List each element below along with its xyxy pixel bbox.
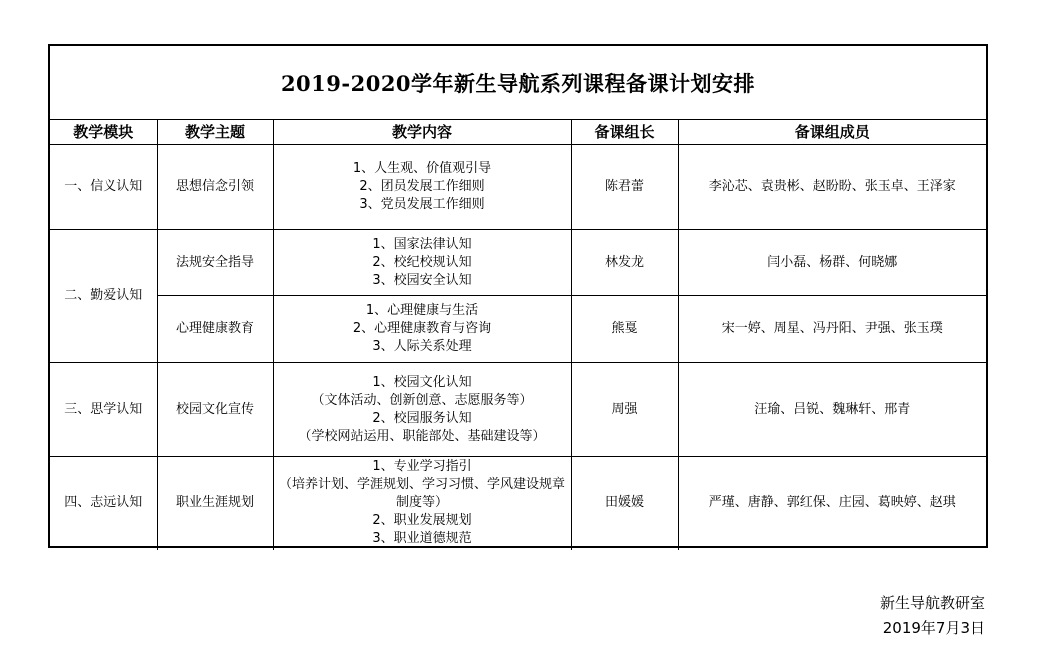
leader-cell: 田媛媛 [571, 457, 678, 550]
header-members: 备课组成员 [678, 120, 986, 145]
members-cell: 宋一婷、周星、冯丹阳、尹强、张玉璞 [678, 296, 986, 363]
module-cell: 三、思学认知 [50, 363, 157, 457]
table-row [50, 230, 986, 296]
module-cell: 四、志远认知 [50, 457, 157, 550]
module-cell: 二、勤爱认知 [50, 230, 157, 363]
leader-cell: 熊戛 [571, 296, 678, 363]
members-cell: 闫小磊、杨群、何晓娜 [678, 230, 986, 296]
content-cell: 1、专业学习指引 （培养计划、学涯规划、学习习惯、学风建设规章制度等） 2、职业发展规划 3、职业道德规范 [273, 457, 571, 550]
header-leader: 备课组长 [571, 120, 678, 145]
theme-cell: 心理健康教育 [157, 296, 273, 363]
leader-cell: 陈君蕾 [571, 145, 678, 230]
members-cell: 李沁芯、袁贵彬、赵盼盼、张玉卓、王泽家 [678, 145, 986, 230]
members-cell: 汪瑜、吕锐、魏琳轩、邢青 [678, 363, 986, 457]
content-cell: 1、人生观、价值观引导 2、团员发展工作细则 3、党员发展工作细则 [273, 145, 571, 230]
members-cell: 严瑾、唐静、郭红保、庄园、葛映婷、赵琪 [678, 457, 986, 550]
header-module: 教学模块 [50, 120, 157, 145]
header-row [50, 120, 986, 145]
header-theme: 教学主题 [157, 120, 273, 145]
theme-cell: 职业生涯规划 [157, 457, 273, 550]
leader-cell: 林发龙 [571, 230, 678, 296]
sheet-title: 2019-2020学年新生导航系列课程备课计划安排 [50, 46, 986, 120]
leader-cell: 周强 [571, 363, 678, 457]
content-cell: 1、校园文化认知 （文体活动、创新创意、志愿服务等） 2、校园服务认知 （学校网站运用、职能部处、基础建设等） [273, 363, 571, 457]
module-cell: 一、信义认知 [50, 145, 157, 230]
theme-cell: 思想信念引领 [157, 145, 273, 230]
table-row [50, 363, 986, 457]
theme-cell: 法规安全指导 [157, 230, 273, 296]
header-content: 教学内容 [273, 120, 571, 145]
plan-table [50, 119, 986, 550]
table-row [50, 457, 986, 550]
content-cell: 1、国家法律认知 2、校纪校规认知 3、校园安全认知 [273, 230, 571, 296]
theme-cell: 校园文化宣传 [157, 363, 273, 457]
content-cell: 1、心理健康与生活 2、心理健康教育与咨询 3、人际关系处理 [273, 296, 571, 363]
footer-office: 新生导航教研室 [879, 594, 985, 612]
table-row [50, 296, 986, 363]
schedule-sheet [48, 44, 988, 548]
footer-date: 2019年7月3日 [882, 619, 985, 637]
table-row [50, 145, 986, 230]
